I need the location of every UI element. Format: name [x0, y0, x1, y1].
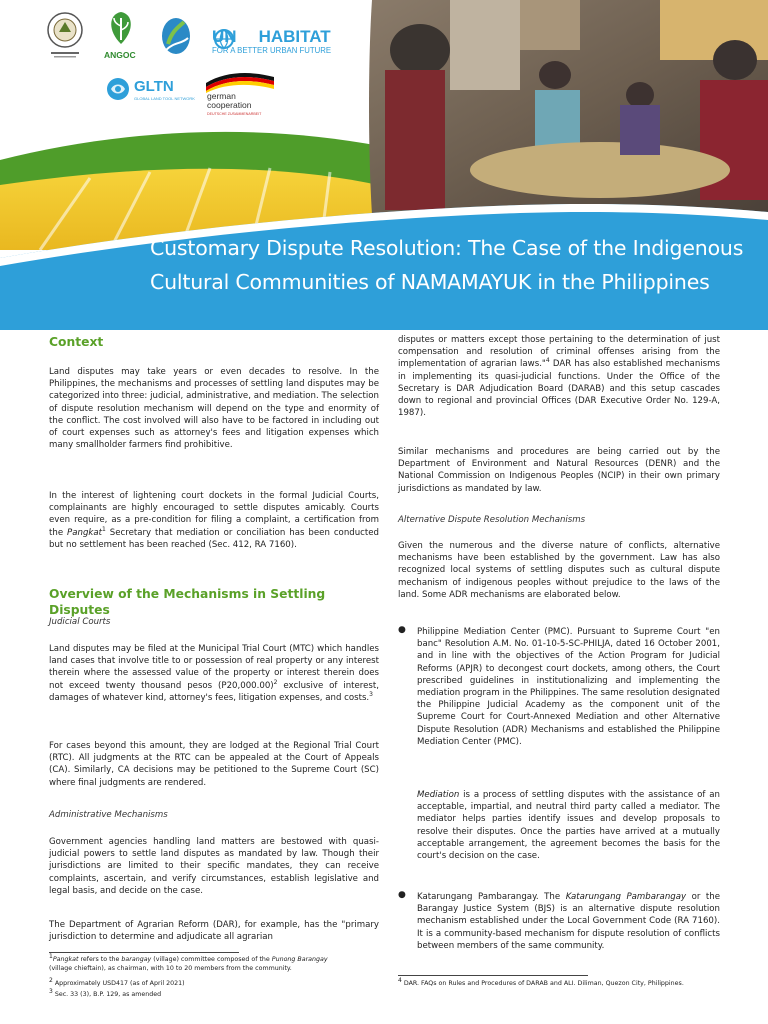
- unhabitat-name: UN: [212, 27, 237, 46]
- footnote-2: [49, 976, 185, 989]
- administrative-paragraph-2: The Department of Agrarian Reform (DAR), for example, has the "primary jurisdiction to determine and adjudicate all agrarian: [49, 920, 379, 943]
- footnote-divider-left: [49, 952, 239, 953]
- bullet2-a: Katarungang Pambarangay. The: [417, 892, 566, 902]
- title-line-1: Customary Dispute Resolution: The Case of the Indigenous: [150, 236, 744, 260]
- footnote-1-a: refers to the: [78, 956, 122, 963]
- footnote-ref-2: 2: [273, 678, 278, 686]
- footnote-ref-4: 4: [545, 357, 550, 365]
- unhabitat-name2: HABITAT: [258, 27, 331, 46]
- german-cooperation-text: [207, 92, 261, 119]
- footnote-2-text: Approximately USD417 (as of April 2021): [52, 980, 185, 987]
- bullet-pmc: Philippine Mediation Center (PMC). Pursuant to Supreme Court "en banc" Resolution A.M. No. 01-10-5-SC-PHILJA, dated 16 October 2001, and in line with the objectives of the Action Program for Judicial Reforms (APJR) to decongest court dockets, among others, the Court prescribed guidelines in institutionalizing and implementing the mediation program in the Philippines. The same resolution designated the Philippine Judicial Academy as the component unit of the Supreme Court for Court-Annexed Mediation and other Alternative Dispute Resolution (ADR) Mechanisms and established the Philippine Mediation Center (PMC).: [417, 627, 720, 747]
- bullet2-b: or the Barangay Justice System (BJS) is an alternative dispute resolution mechanism established under the Local Government Code (RA 7160). It is a community-based mechanism for dispute resolution of conflicts between members of the same community.: [417, 892, 721, 951]
- unhabitat-logo-text: [212, 27, 331, 47]
- footnote-4: [398, 976, 720, 989]
- right-paragraph-3: Given the numerous and the diverse nature of conflicts, alternative mechanisms have been established by the government. Law has also recognized local systems of settling disputes such as cultural dispute mechanism of indigenous peoples without prejudice to the laws of the land. Some ADR mechanisms are elaborated below.: [398, 541, 720, 600]
- footnote-divider-right: [398, 975, 588, 976]
- judicial-paragraph-1: [49, 643, 379, 704]
- footnote-1-em2: barangay: [121, 956, 152, 963]
- context-p2-em: Pangkat: [67, 527, 103, 538]
- context-paragraph-2: [49, 490, 379, 551]
- bullet2-em: Katarungang Pambarangay: [565, 892, 687, 902]
- unhabitat-tagline: FOR A BETTER URBAN FUTURE: [212, 46, 332, 55]
- overview-heading: Overview of the Mechanisms in Settling Disputes: [49, 587, 326, 617]
- footnote-3-text: Sec. 33 (3), B.P. 129, as amended: [52, 991, 162, 998]
- german-flag-icon: [206, 71, 274, 93]
- mediation-paragraph: [417, 789, 720, 862]
- footnote-3-marker: 3: [49, 987, 53, 995]
- judicial-paragraph-2: For cases beyond this amount, they are lodged at the Regional Trial Court (RTC). All judgments at the RTC can be appealed at the Court of Appeals (CA). Similarly, CA decisions may be petitioned to the Supreme Court (SC) where final judgments are rendered.: [49, 741, 379, 788]
- bullet-dot-1: ●: [398, 625, 406, 635]
- adr-subheading: Alternative Dispute Resolution Mechanisms: [398, 515, 586, 525]
- footnote-1-marker: 1: [49, 952, 53, 960]
- footnote-1-c: (village chieftain), as chairman, with 10 to 20 members from the community.: [49, 964, 292, 972]
- footnote-ref-1: 1: [102, 525, 106, 533]
- bullet-katarungang: [417, 891, 720, 952]
- administrative-paragraph-1: Government agencies handling land matters are bestowed with quasi-judicial powers to settle land disputes as mandated by law. Though their jurisdictions are limited to their specific mandates, they can receive complaints, ascertain, and verify circumstances, establish legislative and legal basis, and decide on the case.: [49, 837, 379, 896]
- header-photo: [369, 0, 768, 215]
- right-paragraph-2: Similar mechanisms and procedures are being carried out by the Department of Environment and Natural Resources (DENR) and the National Commission on Indigenous Peoples (NCIP) in their own primary jurisdictions as mandated by law.: [398, 447, 720, 494]
- administrative-subheading: Administrative Mechanisms: [49, 810, 168, 820]
- footnote-4-marker: 4: [398, 976, 402, 984]
- context-heading: Context: [49, 335, 104, 349]
- mediation-text: is a process of settling disputes with the assistance of an acceptable, impartial, and neutral third party called a mediator. The mediator helps parties identify issues and develop proposals to resolve their disputes. Once the parties have arrived at a mutually acceptable arrangement, the agreement becomes the basis for the court's decision on the case.: [417, 790, 720, 862]
- judicial-p1-a: Land disputes may be filed at the Municipal Trial Court (MTC) which handles land cases that involve title to or possession of real property or any interest therein where the assessed value of the property or interest therein does not exceed twenty thousand pesos (P20,000.00): [49, 644, 379, 691]
- footnote-3: [49, 987, 162, 1000]
- angoc-label: ANGOC: [104, 50, 136, 60]
- footnote-1-em1: Pangkat: [52, 956, 79, 963]
- title-line-2: Cultural Communities of NAMAMAYUK in the Philippines: [150, 270, 710, 294]
- judicial-p1-b: exclusive of interest, damages of whatever kind, attorney's fees, litigation expenses, and costs.: [49, 680, 380, 703]
- german-line2: cooperation: [207, 100, 252, 110]
- dar-seal-icon: [45, 10, 85, 62]
- indigenous-network-logo-icon: [158, 14, 194, 64]
- mediation-em: Mediation: [417, 790, 460, 800]
- context-p2-a: In the interest of lightening court dockets in the formal Judicial Courts, complainants are highly encouraged to settle disputes amicably. Courts even require, as a pre-condition for filing a complaint, a certification from the: [49, 491, 379, 538]
- judicial-subheading: Judicial Courts: [49, 617, 111, 627]
- gltn-label: GLTN: [134, 78, 174, 95]
- bullet-dot-2: ●: [398, 890, 406, 900]
- context-p2-b: Secretary that mediation or conciliation has been conducted but no settlement has been reached (Sec. 412, RA 7160).: [49, 527, 379, 550]
- gltn-logo-icon: [106, 77, 130, 101]
- right-p1-a: disputes or matters except those pertaining to the determination of just compensation and resolution of criminal offenses arising from the implementation of agrarian laws.": [398, 335, 720, 370]
- context-paragraph-1: Land disputes may take years or even decades to resolve. In the Philippines, the mechanisms and processes of settling land disputes may be categorized into three: judicial, administrative, and mediation. The selection of dispute resolution mechanism will depend on the type and enormity of the conflict. The cost involved will also have to be factored in including out of court expenses such as attorney's fees and litigation expenses which many smallholder farmers find prohibitive.: [49, 367, 379, 451]
- footnote-1-em3: Punong Barangay: [271, 956, 328, 963]
- footnote-2-marker: 2: [49, 976, 53, 984]
- right-p1-b: DAR has also established mechanisms in implementing its quasi-judicial functions. Under the Office of the Secretary is DAR Adjudication Board (DARAB) and this setup cascades down to regional and provincial Offices (DAR Executive Order No. 129-A, 1987).: [398, 359, 720, 419]
- gltn-sub: GLOBAL LAND TOOL NETWORK: [134, 96, 195, 101]
- footnote-ref-3: 3: [369, 690, 373, 698]
- angoc-logo-icon: [105, 10, 137, 50]
- footnote-1-b: (village) committee composed of the: [151, 956, 272, 963]
- footnote-1: [49, 952, 379, 973]
- right-paragraph-1: [398, 334, 720, 419]
- german-line1: german: [207, 91, 236, 101]
- footnote-4-text: DAR. FAQs on Rules and Procedures of DARAB and ALI. Diliman, Quezon City, Philippines.: [401, 980, 684, 987]
- german-line3: DEUTSCHE ZUSAMMENARBEIT: [207, 112, 262, 116]
